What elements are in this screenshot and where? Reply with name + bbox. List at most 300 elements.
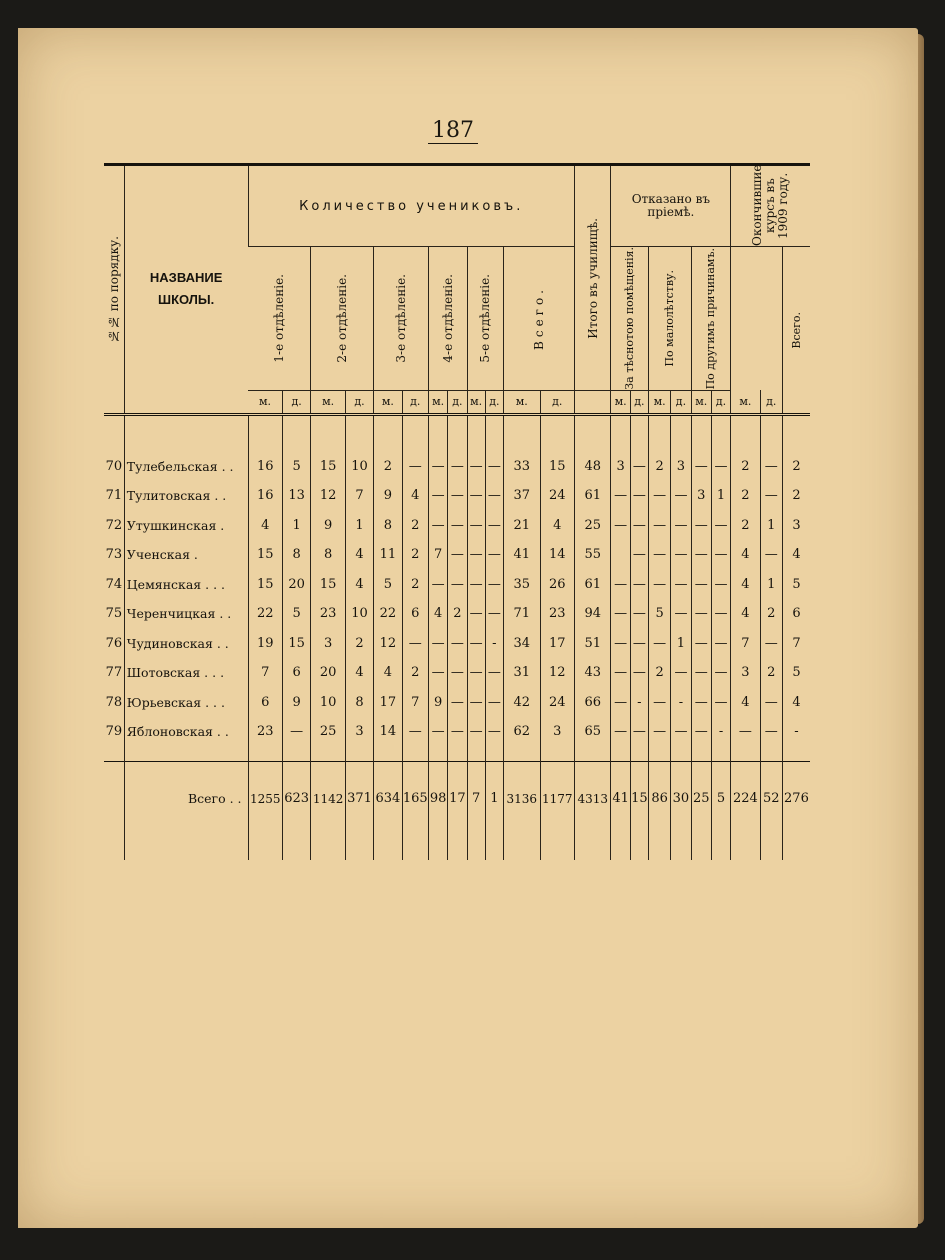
data-cell: 6 bbox=[282, 658, 310, 688]
grade-1-header bbox=[248, 247, 311, 391]
male-header: м. bbox=[731, 390, 760, 414]
data-cell: — bbox=[467, 540, 485, 570]
data-cell: — bbox=[611, 629, 630, 659]
data-cell: 2 bbox=[448, 599, 467, 629]
data-cell: 4 bbox=[402, 481, 428, 511]
table-row bbox=[104, 511, 810, 541]
data-cell: 15 bbox=[540, 452, 574, 482]
data-cell: — bbox=[760, 452, 782, 482]
data-cell: — bbox=[760, 540, 782, 570]
data-cell: — bbox=[731, 717, 760, 747]
female-header: д. bbox=[540, 390, 574, 414]
data-cell: — bbox=[485, 481, 503, 511]
data-cell: — bbox=[467, 717, 485, 747]
data-cell: — bbox=[448, 629, 467, 659]
data-cell: — bbox=[760, 629, 782, 659]
data-cell: — bbox=[485, 511, 503, 541]
data-cell: 25 bbox=[311, 717, 345, 747]
data-cell: 23 bbox=[248, 717, 282, 747]
data-cell: — bbox=[691, 599, 711, 629]
data-cell: — bbox=[649, 540, 671, 570]
data-cell: 7 bbox=[402, 688, 428, 718]
total-cell: 4313 bbox=[574, 761, 611, 836]
refused-other-header bbox=[691, 247, 731, 391]
data-cell: 10 bbox=[311, 688, 345, 718]
data-cell: 12 bbox=[374, 629, 402, 659]
refused-crowding-header bbox=[611, 247, 649, 391]
school-total-gender-blank bbox=[574, 390, 611, 414]
data-cell: 10 bbox=[345, 452, 373, 482]
data-cell: 3 bbox=[671, 452, 691, 482]
data-cell: 2 bbox=[731, 511, 760, 541]
total-cell: 52 bbox=[760, 761, 782, 836]
row-index: 79 bbox=[105, 724, 123, 740]
data-cell: — bbox=[630, 658, 648, 688]
total-cell: 1255 bbox=[248, 761, 282, 836]
total-cell: 86 bbox=[649, 761, 671, 836]
data-cell: — bbox=[448, 570, 467, 600]
data-cell: 2 bbox=[731, 481, 760, 511]
data-cell: 4 bbox=[374, 658, 402, 688]
data-cell: — bbox=[691, 688, 711, 718]
school-name-header bbox=[125, 267, 248, 311]
data-cell: 24 bbox=[540, 688, 574, 718]
data-cell: 2 bbox=[760, 599, 782, 629]
grades-total-header bbox=[504, 247, 575, 391]
spacer-row bbox=[104, 747, 810, 762]
data-cell: 31 bbox=[504, 658, 541, 688]
school-total-column-header bbox=[574, 165, 611, 391]
data-cell: 2 bbox=[402, 658, 428, 688]
data-cell: — bbox=[485, 688, 503, 718]
data-cell: 3 bbox=[611, 452, 630, 482]
data-cell: 14 bbox=[540, 540, 574, 570]
data-cell: — bbox=[611, 511, 630, 541]
data-cell: — bbox=[485, 570, 503, 600]
data-cell: 2 bbox=[731, 452, 760, 482]
grade-3-text: 3-е отдѣленіе. bbox=[394, 274, 409, 363]
row-index: 73 bbox=[105, 547, 123, 563]
total-label: Всего . . bbox=[124, 761, 248, 836]
data-cell: — bbox=[630, 599, 648, 629]
graduated-total-header bbox=[782, 247, 810, 415]
data-cell: 2 bbox=[782, 452, 810, 482]
data-cell: 37 bbox=[504, 481, 541, 511]
school-name: Тулебельская . . bbox=[124, 452, 248, 482]
total-cell: 371 bbox=[345, 761, 373, 836]
data-cell: 7 bbox=[428, 540, 447, 570]
data-cell: — bbox=[711, 511, 730, 541]
data-cell: — bbox=[649, 717, 671, 747]
data-cell: — bbox=[711, 570, 730, 600]
data-cell: — bbox=[611, 599, 630, 629]
row-index: 74 bbox=[105, 576, 123, 592]
data-cell: 24 bbox=[540, 481, 574, 511]
data-cell: 3 bbox=[782, 511, 810, 541]
data-cell: — bbox=[428, 452, 447, 482]
data-cell: 7 bbox=[248, 658, 282, 688]
row-index: 77 bbox=[105, 665, 123, 681]
table-row bbox=[104, 717, 810, 747]
total-cell: 25 bbox=[691, 761, 711, 836]
refused-age-text: По малолѣтству. bbox=[663, 270, 677, 367]
grades-total-text: Всего. bbox=[531, 286, 546, 351]
data-cell: 7 bbox=[345, 481, 373, 511]
data-cell: 4 bbox=[782, 540, 810, 570]
data-cell: 4 bbox=[248, 511, 282, 541]
table-row bbox=[104, 452, 810, 482]
data-cell: - bbox=[630, 688, 648, 718]
data-cell: 6 bbox=[402, 599, 428, 629]
data-cell: 1 bbox=[760, 511, 782, 541]
name-header-line-2: ШКОЛЫ. bbox=[158, 292, 215, 308]
data-cell: — bbox=[630, 629, 648, 659]
grade-5-header bbox=[467, 247, 504, 391]
data-cell: — bbox=[649, 511, 671, 541]
data-cell: — bbox=[671, 570, 691, 600]
data-cell: 4 bbox=[540, 511, 574, 541]
data-cell: — bbox=[691, 629, 711, 659]
data-cell: 25 bbox=[574, 511, 611, 541]
data-cell: — bbox=[428, 570, 447, 600]
data-cell: — bbox=[691, 511, 711, 541]
data-cell: 1 bbox=[711, 481, 730, 511]
data-cell: 8 bbox=[345, 688, 373, 718]
data-cell: — bbox=[485, 658, 503, 688]
data-cell: 20 bbox=[311, 658, 345, 688]
table-row bbox=[104, 688, 810, 718]
data-cell: — bbox=[671, 717, 691, 747]
data-cell: 2 bbox=[402, 570, 428, 600]
data-cell: — bbox=[467, 481, 485, 511]
data-cell: 2 bbox=[782, 481, 810, 511]
data-cell: — bbox=[448, 511, 467, 541]
data-cell: — bbox=[711, 599, 730, 629]
total-cell: 1142 bbox=[311, 761, 345, 836]
data-cell: 5 bbox=[782, 658, 810, 688]
school-name: Юрьевская . . . bbox=[124, 688, 248, 718]
data-cell: 12 bbox=[311, 481, 345, 511]
data-cell: 16 bbox=[248, 481, 282, 511]
page-number: 187 bbox=[428, 118, 478, 144]
data-cell: 12 bbox=[540, 658, 574, 688]
data-cell: — bbox=[671, 511, 691, 541]
refused-other-text: По другимъ причинамъ. bbox=[704, 247, 718, 390]
data-cell: — bbox=[649, 570, 671, 600]
data-cell: — bbox=[630, 570, 648, 600]
data-cell: 35 bbox=[504, 570, 541, 600]
data-cell: 5 bbox=[649, 599, 671, 629]
data-cell: — bbox=[760, 481, 782, 511]
female-header: д. bbox=[448, 390, 467, 414]
data-cell: 4 bbox=[345, 570, 373, 600]
total-cell: 1177 bbox=[540, 761, 574, 836]
data-cell: 2 bbox=[374, 452, 402, 482]
data-cell: 4 bbox=[731, 570, 760, 600]
female-header: д. bbox=[345, 390, 373, 414]
school-name: Цемянская . . . bbox=[124, 570, 248, 600]
data-cell: 3 bbox=[345, 717, 373, 747]
data-cell: 8 bbox=[374, 511, 402, 541]
data-cell: — bbox=[711, 688, 730, 718]
data-cell: 1 bbox=[671, 629, 691, 659]
data-cell: 20 bbox=[282, 570, 310, 600]
data-cell: — bbox=[611, 570, 630, 600]
data-cell: — bbox=[448, 540, 467, 570]
data-cell: — bbox=[630, 717, 648, 747]
data-cell: — bbox=[448, 717, 467, 747]
data-cell: — bbox=[691, 658, 711, 688]
school-name: Шотовская . . . bbox=[124, 658, 248, 688]
data-cell: — bbox=[711, 658, 730, 688]
data-cell: 7 bbox=[782, 629, 810, 659]
data-cell: 5 bbox=[282, 452, 310, 482]
school-name-column-header bbox=[124, 165, 248, 415]
row-index: 70 bbox=[105, 458, 123, 474]
graduated-header-text: Окончившие курсъ въ 1909 году. bbox=[750, 164, 791, 246]
pupils-group-header bbox=[248, 165, 574, 247]
data-cell: 6 bbox=[782, 599, 810, 629]
data-cell: — bbox=[760, 688, 782, 718]
data-cell: - bbox=[485, 629, 503, 659]
data-cell: — bbox=[671, 599, 691, 629]
data-cell: — bbox=[711, 540, 730, 570]
data-cell: - bbox=[671, 688, 691, 718]
total-cell: 1 bbox=[485, 761, 503, 836]
graduated-total-text: Всего. bbox=[789, 311, 803, 349]
grade-3-header bbox=[374, 247, 429, 391]
data-cell: 13 bbox=[282, 481, 310, 511]
data-cell: — bbox=[691, 717, 711, 747]
row-index: 78 bbox=[105, 694, 123, 710]
grade-2-header bbox=[311, 247, 374, 391]
school-name: Утушкинская . bbox=[124, 511, 248, 541]
spacer-row bbox=[104, 414, 810, 452]
data-cell: 51 bbox=[574, 629, 611, 659]
data-cell: 9 bbox=[428, 688, 447, 718]
data-cell: - bbox=[782, 717, 810, 747]
data-cell: 62 bbox=[504, 717, 541, 747]
data-cell: 2 bbox=[345, 629, 373, 659]
data-cell: — bbox=[485, 717, 503, 747]
total-cell: 98 bbox=[428, 761, 447, 836]
total-row bbox=[104, 761, 810, 836]
data-cell: — bbox=[630, 511, 648, 541]
data-cell: 3 bbox=[311, 629, 345, 659]
female-header: д. bbox=[630, 390, 648, 414]
data-cell: 34 bbox=[504, 629, 541, 659]
data-cell: — bbox=[467, 658, 485, 688]
total-index-blank bbox=[104, 761, 124, 836]
school-name: Чудиновская . . bbox=[124, 629, 248, 659]
data-cell: — bbox=[428, 481, 447, 511]
data-cell: 48 bbox=[574, 452, 611, 482]
index-column-header bbox=[104, 165, 124, 415]
data-cell: 9 bbox=[282, 688, 310, 718]
statistics-table-wrapper bbox=[104, 163, 810, 860]
school-total-header-text: Итого въ училищѣ. bbox=[585, 217, 600, 339]
data-cell: 94 bbox=[574, 599, 611, 629]
data-cell: 55 bbox=[574, 540, 611, 570]
data-cell: — bbox=[467, 570, 485, 600]
total-cell: 7 bbox=[467, 761, 485, 836]
name-header-line-1: НАЗВАНИЕ bbox=[149, 270, 223, 286]
female-header: д. bbox=[282, 390, 310, 414]
data-cell: 3 bbox=[691, 481, 711, 511]
data-cell: 19 bbox=[248, 629, 282, 659]
data-cell: 9 bbox=[374, 481, 402, 511]
data-cell: 71 bbox=[504, 599, 541, 629]
data-cell: — bbox=[428, 717, 447, 747]
total-cell: 15 bbox=[630, 761, 648, 836]
female-header: д. bbox=[671, 390, 691, 414]
data-cell: — bbox=[611, 658, 630, 688]
data-cell: — bbox=[611, 688, 630, 718]
female-header: д. bbox=[711, 390, 730, 414]
grade-4-header bbox=[428, 247, 467, 391]
female-header: д. bbox=[402, 390, 428, 414]
data-cell: — bbox=[711, 629, 730, 659]
data-cell: 4 bbox=[731, 540, 760, 570]
data-cell: 2 bbox=[402, 540, 428, 570]
data-cell: — bbox=[649, 629, 671, 659]
data-cell: 8 bbox=[282, 540, 310, 570]
data-cell: — bbox=[402, 452, 428, 482]
data-cell bbox=[611, 540, 630, 570]
data-cell: 2 bbox=[649, 452, 671, 482]
total-cell: 623 bbox=[282, 761, 310, 836]
school-name: Яблоновская . . bbox=[124, 717, 248, 747]
data-cell: 15 bbox=[248, 540, 282, 570]
total-cell: 17 bbox=[448, 761, 467, 836]
data-cell: — bbox=[630, 452, 648, 482]
refused-age-header bbox=[649, 247, 692, 391]
data-cell: 21 bbox=[504, 511, 541, 541]
data-cell: — bbox=[671, 658, 691, 688]
data-cell: — bbox=[630, 540, 648, 570]
tail-row bbox=[104, 836, 810, 860]
female-header: д. bbox=[485, 390, 503, 414]
data-cell: — bbox=[671, 540, 691, 570]
table-body bbox=[104, 414, 810, 860]
data-cell: 26 bbox=[540, 570, 574, 600]
male-header: м. bbox=[311, 390, 345, 414]
data-cell: 22 bbox=[374, 599, 402, 629]
data-cell: — bbox=[448, 481, 467, 511]
data-cell: — bbox=[760, 717, 782, 747]
data-cell: — bbox=[448, 688, 467, 718]
data-cell: — bbox=[467, 629, 485, 659]
data-cell: — bbox=[448, 452, 467, 482]
data-cell: 8 bbox=[311, 540, 345, 570]
total-cell: 5 bbox=[711, 761, 730, 836]
data-cell: 11 bbox=[374, 540, 402, 570]
data-cell: — bbox=[467, 452, 485, 482]
data-cell: — bbox=[711, 452, 730, 482]
data-cell: 16 bbox=[248, 452, 282, 482]
data-cell: 4 bbox=[428, 599, 447, 629]
male-header: м. bbox=[374, 390, 402, 414]
data-cell: — bbox=[467, 599, 485, 629]
data-cell: 4 bbox=[345, 658, 373, 688]
data-cell: 61 bbox=[574, 570, 611, 600]
data-cell: 33 bbox=[504, 452, 541, 482]
data-cell: 15 bbox=[248, 570, 282, 600]
data-cell: 1 bbox=[282, 511, 310, 541]
data-cell: — bbox=[611, 481, 630, 511]
data-cell: 1 bbox=[345, 511, 373, 541]
data-cell: 2 bbox=[760, 658, 782, 688]
data-cell: 4 bbox=[731, 599, 760, 629]
male-header: м. bbox=[428, 390, 447, 414]
row-index: 71 bbox=[105, 488, 123, 504]
male-header: м. bbox=[504, 390, 541, 414]
data-cell: 3 bbox=[731, 658, 760, 688]
total-cell: 634 bbox=[374, 761, 402, 836]
total-cell: 165 bbox=[402, 761, 428, 836]
school-name: Тулитовская . . bbox=[124, 481, 248, 511]
data-cell: 5 bbox=[782, 570, 810, 600]
data-cell: — bbox=[691, 570, 711, 600]
data-cell: 14 bbox=[374, 717, 402, 747]
data-cell: — bbox=[691, 540, 711, 570]
data-cell: — bbox=[448, 658, 467, 688]
male-header: м. bbox=[649, 390, 671, 414]
row-index: 75 bbox=[105, 606, 123, 622]
data-cell: 6 bbox=[248, 688, 282, 718]
data-cell: — bbox=[282, 717, 310, 747]
data-cell: — bbox=[630, 481, 648, 511]
data-cell: 17 bbox=[540, 629, 574, 659]
table-row bbox=[104, 540, 810, 570]
pupils-group-title: Количество учениковъ. bbox=[299, 198, 524, 214]
data-cell: 7 bbox=[731, 629, 760, 659]
data-cell: 17 bbox=[374, 688, 402, 718]
data-cell: 42 bbox=[504, 688, 541, 718]
table-row bbox=[104, 599, 810, 629]
grade-1-text: 1-е отдѣленіе. bbox=[272, 274, 287, 363]
data-cell: 2 bbox=[649, 658, 671, 688]
refused-group-title: Отказано въ пріемѣ. bbox=[631, 192, 710, 219]
data-cell: 4 bbox=[782, 688, 810, 718]
graduated-group-header bbox=[731, 165, 810, 247]
data-cell: — bbox=[428, 658, 447, 688]
table-row bbox=[104, 658, 810, 688]
row-index: 72 bbox=[105, 517, 123, 533]
grade-5-text: 5-е отдѣленіе. bbox=[478, 274, 493, 363]
index-header-text: №№ по порядку. bbox=[106, 235, 121, 343]
data-cell: — bbox=[649, 688, 671, 718]
data-cell: 4 bbox=[345, 540, 373, 570]
total-cell: 3136 bbox=[504, 761, 541, 836]
data-cell: 15 bbox=[282, 629, 310, 659]
refused-crowding-text: За тѣснотою помѣщенія. bbox=[623, 247, 637, 390]
data-cell: 23 bbox=[540, 599, 574, 629]
total-cell: 276 bbox=[782, 761, 810, 836]
data-cell: 5 bbox=[282, 599, 310, 629]
data-cell: — bbox=[467, 688, 485, 718]
grade-4-text: 4-е отдѣленіе. bbox=[440, 274, 455, 363]
data-cell: 2 bbox=[402, 511, 428, 541]
data-cell: — bbox=[485, 599, 503, 629]
data-cell: 23 bbox=[311, 599, 345, 629]
data-cell: 5 bbox=[374, 570, 402, 600]
data-cell: 65 bbox=[574, 717, 611, 747]
male-header: м. bbox=[691, 390, 711, 414]
refused-group-header bbox=[611, 165, 731, 247]
data-cell: 43 bbox=[574, 658, 611, 688]
data-cell: — bbox=[611, 717, 630, 747]
